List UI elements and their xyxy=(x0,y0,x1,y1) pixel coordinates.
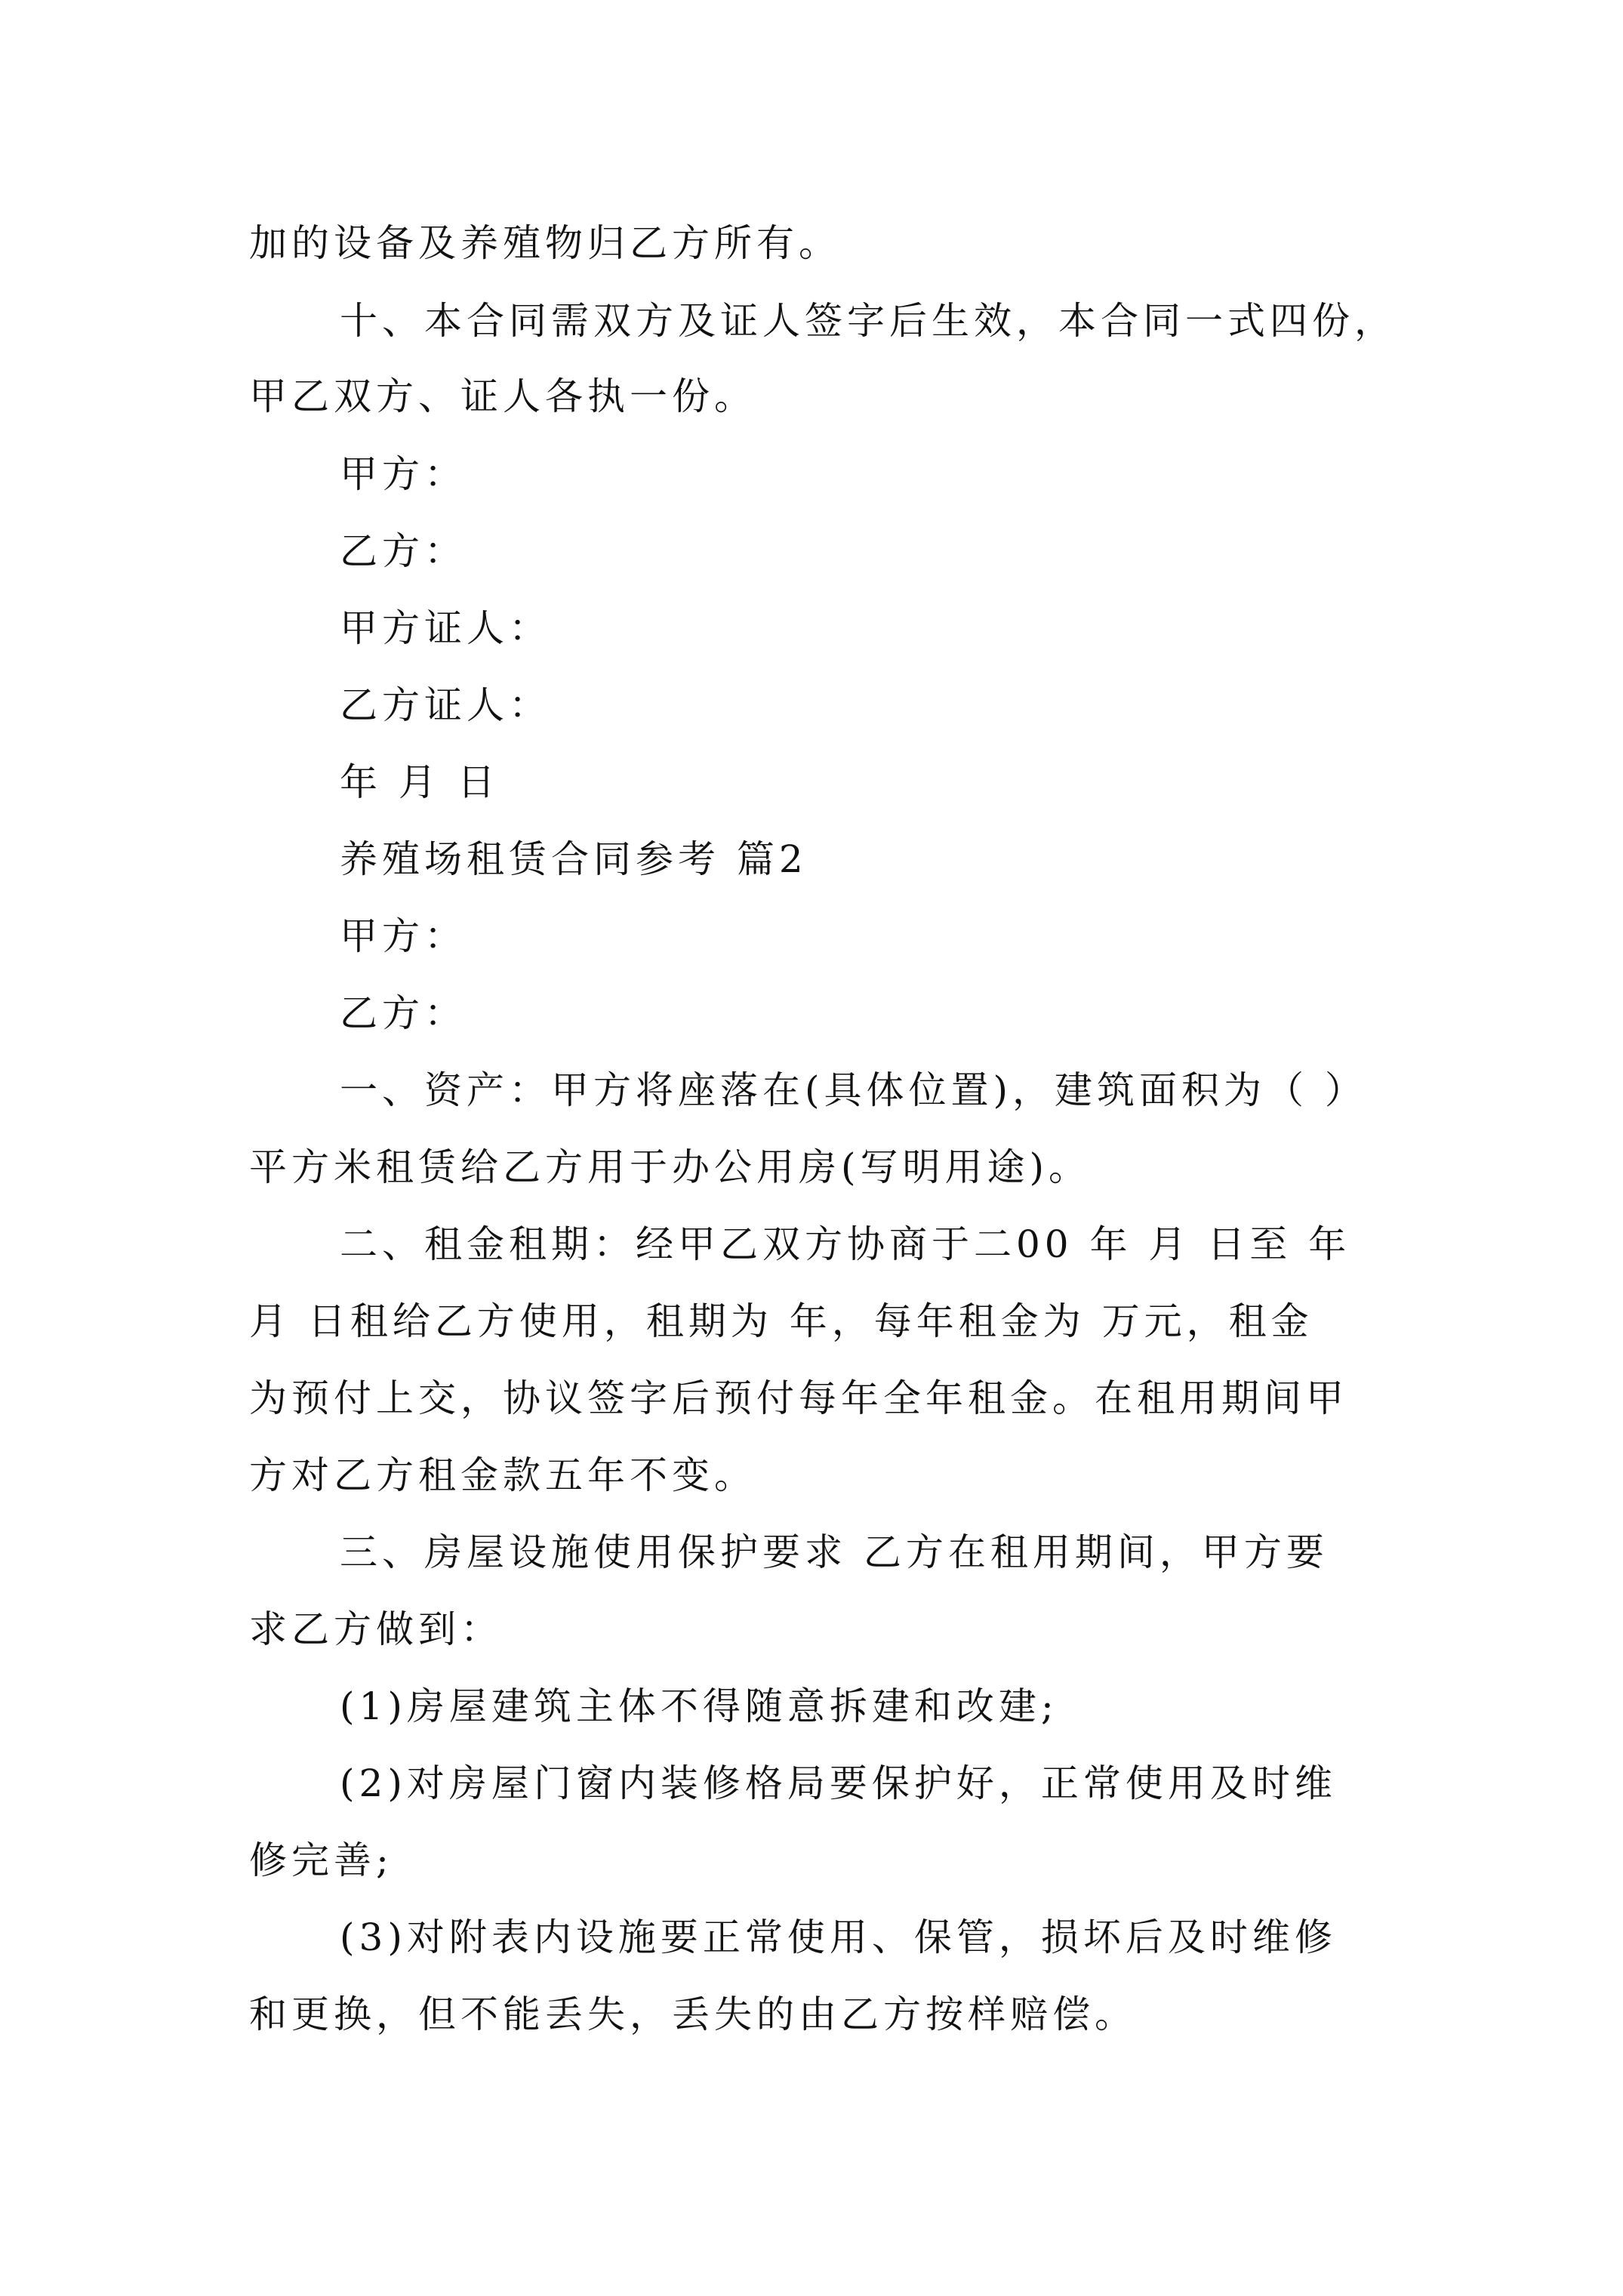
date-label: 年 月 日 xyxy=(340,760,500,804)
party-a-label: 甲方： xyxy=(340,452,467,496)
paragraph-line: 为预付上交，协议签字后预付每年全年租金。在租用期间甲 xyxy=(249,1376,1348,1420)
section-heading: 养殖场租赁合同参考 篇2 xyxy=(340,837,808,881)
party-b-witness-label: 乙方证人： xyxy=(340,683,551,727)
party-b-label: 乙方： xyxy=(340,991,467,1035)
list-item: (3)对附表内设施要正常使用、保管，损坏后及时维修 xyxy=(340,1915,1337,1959)
paragraph-line: 甲乙双方、证人各执一份。 xyxy=(249,374,756,418)
paragraph-line: 一、资产：甲方将座落在(具体位置)，建筑面积为（ ） xyxy=(340,1068,1367,1112)
paragraph-line: 二、租金租期：经甲乙双方协商于二00 年 月 日至 年 xyxy=(340,1222,1351,1266)
paragraph-line: 方对乙方租金款五年不变。 xyxy=(249,1453,756,1497)
list-item: (2)对房屋门窗内装修格局要保护好，正常使用及时维 xyxy=(340,1761,1337,1805)
paragraph-line: 十、本合同需双方及证人签字后生效，本合同一式四份， xyxy=(340,299,1397,343)
party-a-label: 甲方： xyxy=(340,914,467,958)
party-b-label: 乙方： xyxy=(340,529,467,573)
paragraph-line: 月 日租给乙方使用，租期为 年，每年租金为 万元，租金 xyxy=(249,1299,1313,1343)
list-item-continuation: 和更换，但不能丢失，丢失的由乙方按样赔偿。 xyxy=(249,1992,1137,2036)
paragraph-line: 三、房屋设施使用保护要求 乙方在租用期间，甲方要 xyxy=(340,1530,1329,1574)
party-a-witness-label: 甲方证人： xyxy=(340,606,551,650)
list-item-continuation: 修完善; xyxy=(249,1838,393,1882)
list-item: (1)房屋建筑主体不得随意拆建和改建; xyxy=(340,1684,1058,1728)
paragraph-line: 平方米租赁给乙方用于办公用房(写明用途)。 xyxy=(249,1145,1092,1189)
paragraph-line: 求乙方做到： xyxy=(249,1607,503,1651)
paragraph-line: 加的设备及养殖物归乙方所有。 xyxy=(249,221,841,265)
